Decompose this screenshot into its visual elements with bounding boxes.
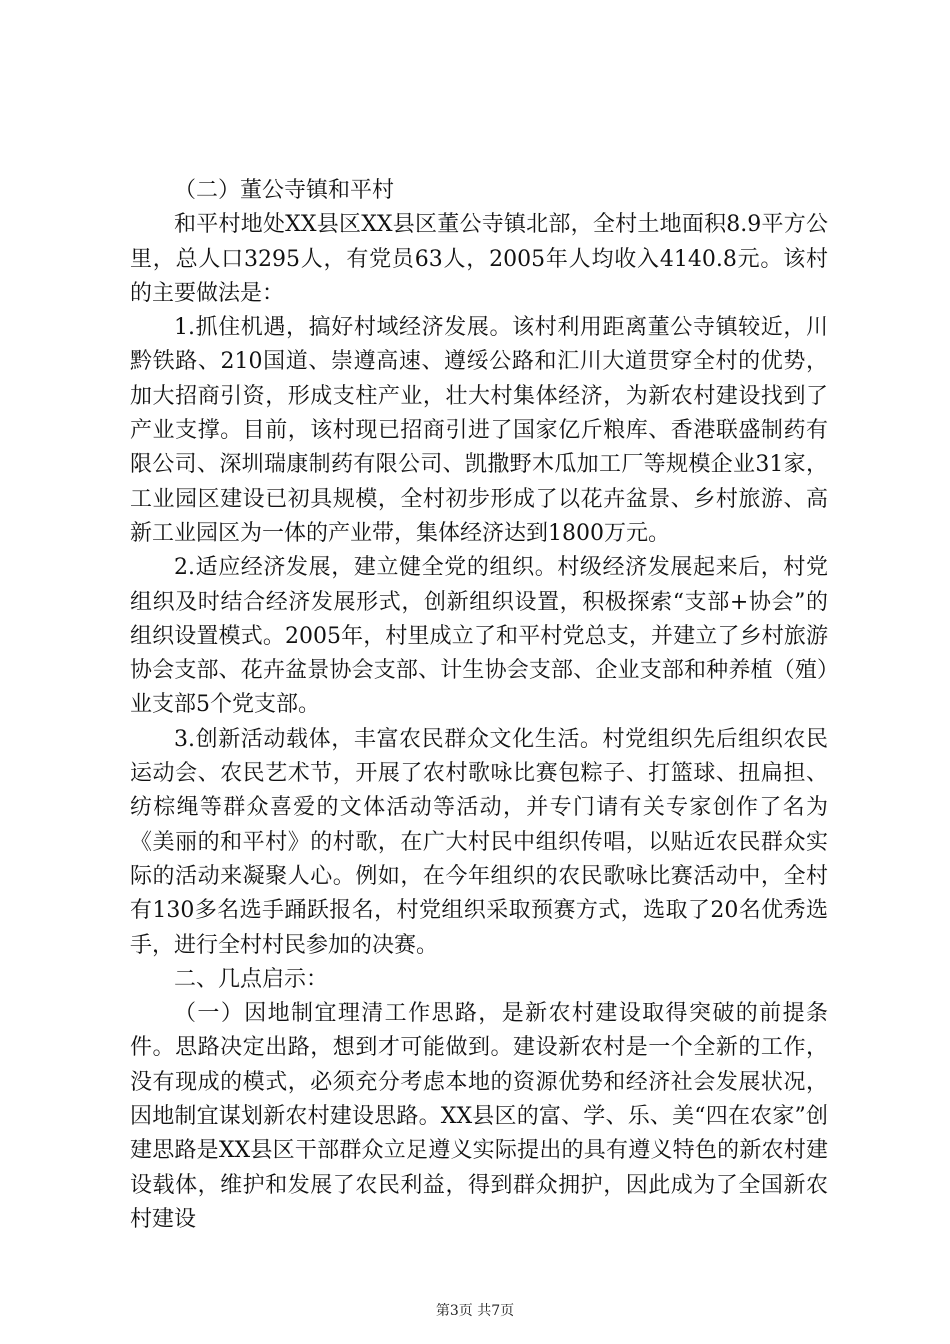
paragraph-village-overview: 和平村地处XX县区XX县区董公寺镇北部，全村土地面积8.9平方公里，总人口3295人，有党员63人，2005年人均收入4140.8元。该村的主要做法是： [130,212,828,306]
page-number-footer: 第3页 共7页 [435,1303,515,1319]
paragraph-point-3-cultural-activities: 3.创新活动载体，丰富农民群众文化生活。村党组织先后组织农民运动会、农民艺术节，开展了农村歌咏比赛包粽子、打篮球、扭扁担、纺棕绳等群众喜爱的文体活动等活动，并专门请有关专家创作了名为《美丽的和平村》的村歌，在广大村民中组织传唱，以贴近农民群众实际的活动来凝聚人心。例如，在今年组织的农民歌咏比赛活动中，全村有130多名选手踊跃报名，村党组织采取预赛方式，选取了20名优秀选手，进行全村村民参加的决赛。 [130,726,828,958]
paragraph-insight-1: （一）因地制宜理清工作思路，是新农村建设取得突破的前提条件。思路决定出路，想到才可能做到。建设新农村是一个全新的工作，没有现成的模式，必须充分考虑本地的资源优势和经济社会发展状况，因地制宜谋划新农村建设思路。XX县区的富、学、乐、美“四在农家”创建思路是XX县区干部群众立足遵义实际提出的具有遵义特色的新农村建设载体，维护和发展了农民利益，得到群众拥护，因此成为了全国新农村建设 [130,1001,828,1232]
paragraph-point-1-economy: 1.抓住机遇，搞好村域经济发展。该村利用距离董公寺镇较近，川黔铁路、210国道、崇遵高速、遵绥公路和汇川大道贯穿全村的优势，加大招商引资，形成支柱产业，壮大村集体经济，为新农村建设找到了产业支撑。目前，该村现已招商引进了国家亿斤粮库、香港联盛制药有限公司、深圳瑞康制药有限公司、凯撒野木瓜加工厂等规模企业31家，工业园区建设已初具规模，全村初步形成了以花卉盆景、乡村旅游、高新工业园区为一体的产业带，集体经济达到1800万元。 [130,315,828,546]
document-body [130,174,828,1237]
section-heading-heping-village: （二）董公寺镇和平村 [174,178,395,203]
section-heading-insights: 二、几点启示： [174,966,329,992]
paragraph-point-2-party-organization: 2.适应经济发展，建立健全党的组织。村级经济发展起来后，村党组织及时结合经济发展形式，创新组织设置，积极探索“支部+协会”的组织设置模式。2005年，村里成立了和平村党总支，并建立了乡村旅游协会支部、花卉盆景协会支部、计生协会支部、企业支部和种养植（殖）业支部5个党支部。 [130,555,828,718]
